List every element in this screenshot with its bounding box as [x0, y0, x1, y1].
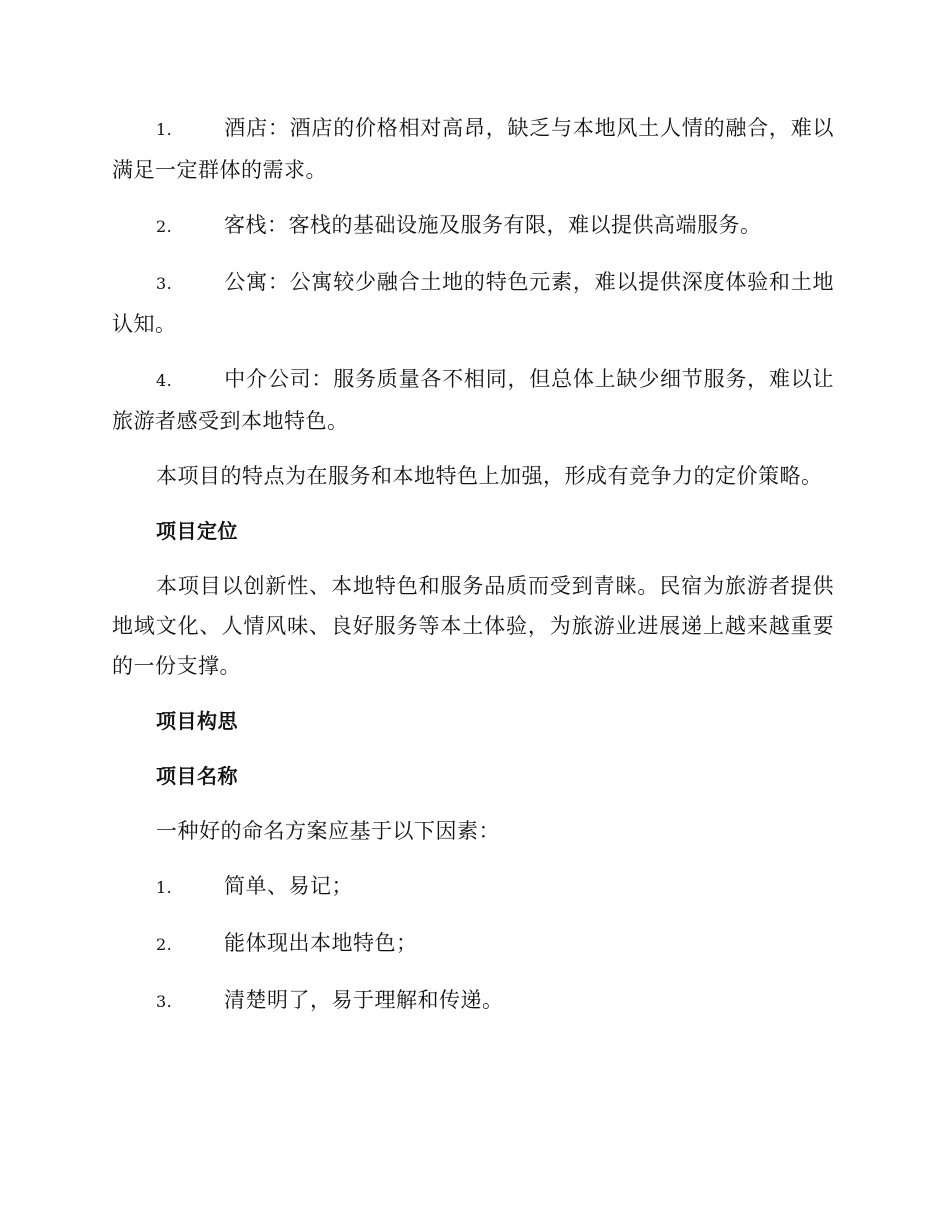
list-item-apartment — [112, 262, 834, 344]
list-number: 4. — [156, 371, 173, 390]
heading-positioning: 项目定位 — [156, 519, 238, 543]
list-text: 公寓：公寓较少融合土地的特色元素，难以提供深度体验和土地认知。 — [112, 270, 834, 336]
paragraph-naming: 一种好的命名方案应基于以下因素： — [156, 819, 500, 843]
list-text: 简单、易记； — [224, 874, 353, 898]
list-number: 3. — [156, 992, 173, 1011]
list-text: 客栈：客栈的基础设施及服务有限，难以提供高端服务。 — [224, 213, 762, 237]
list-number: 1. — [156, 878, 173, 897]
paragraph-positioning: 本项目以创新性、本地特色和服务品质而受到青睐。民宿为旅游者提供地域文化、人情风味、良好服务等本土体验，为旅游业进展递上越来越重要的一份支撑。 — [112, 574, 834, 678]
heading-project-name: 项目名称 — [156, 764, 238, 788]
list-item-inn — [112, 205, 834, 247]
list-text: 能体现出本地特色； — [224, 931, 418, 955]
list-item-simple — [112, 866, 834, 908]
list-item-clear — [112, 980, 834, 1022]
list-number: 2. — [156, 217, 173, 236]
list-text: 清楚明了，易于理解和传递。 — [224, 988, 504, 1012]
paragraph-feature: 本项目的特点为在服务和本地特色上加强，形成有竞争力的定价策略。 — [156, 464, 823, 488]
list-item-local — [112, 923, 834, 965]
list-item-hotel — [112, 108, 834, 190]
list-number: 3. — [156, 274, 173, 293]
document-page — [112, 108, 834, 1037]
list-text: 酒店：酒店的价格相对高昂，缺乏与本地风土人情的融合，难以满足一定群体的需求。 — [112, 116, 834, 182]
heading-concept: 项目构思 — [156, 709, 238, 733]
list-text: 中介公司：服务质量各不相同，但总体上缺少细节服务，难以让旅游者感受到本地特色。 — [112, 367, 834, 433]
list-item-agency — [112, 359, 834, 441]
list-number: 1. — [156, 120, 173, 139]
list-number: 2. — [156, 935, 173, 954]
